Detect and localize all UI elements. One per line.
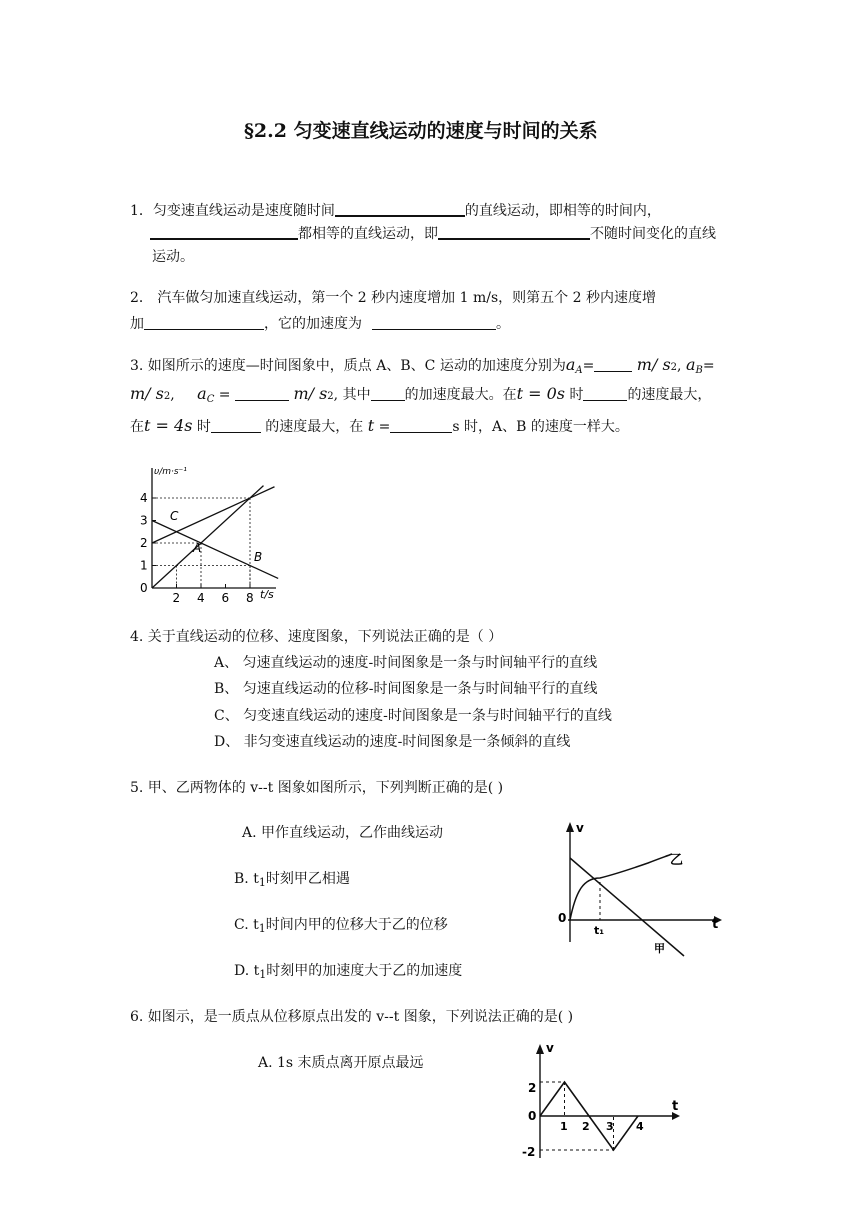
q3-comma: , xyxy=(170,387,175,403)
series-label-jia: 甲 xyxy=(654,942,665,955)
q3-aC-symbol: a xyxy=(197,384,207,403)
series-line-a xyxy=(152,486,263,588)
q4-option-b[interactable]: B、 匀速直线运动的位移-时间图象是一条与时间轴平行的直线 xyxy=(214,681,598,697)
q1-blank-1[interactable] xyxy=(335,201,465,217)
q3-unit-exp: 2 xyxy=(670,362,678,373)
q5-option-b-text: B. t xyxy=(234,871,259,887)
q1-text: 1．匀变速直线运动是速度随时间 xyxy=(130,203,335,219)
q3-unit-exp: 2 xyxy=(327,391,334,402)
q4-option-d[interactable]: D、 非匀变速直线运动的速度-时间图象是一条倾斜的直线 xyxy=(214,734,571,750)
q5-option-d-text: 时刻甲的加速度大于乙的加速度 xyxy=(266,963,463,979)
y-tick-2: 2 xyxy=(528,1081,537,1095)
y-axis-label: v xyxy=(576,821,584,835)
y-tick-label: 4 xyxy=(140,491,148,505)
y-tick-label: 3 xyxy=(140,513,148,528)
q3-unit: / s xyxy=(651,355,671,374)
q2-text: ，它的加速度为 xyxy=(264,316,362,332)
q3-text: 时 xyxy=(196,419,211,435)
chart1-axes xyxy=(152,468,276,588)
q6-stem: 6. 如图示，是一质点从位移原点出发的 v--t 图象，下列说法正确的是( ) xyxy=(130,1009,574,1025)
q3-line1 xyxy=(130,355,715,376)
q2-text: 加 xyxy=(130,316,144,332)
q3-blank-v0[interactable] xyxy=(583,386,627,401)
q3-unit: / s xyxy=(308,384,328,403)
q5-option-c-text: C. t xyxy=(234,917,259,933)
q1-text: 的直线运动，即相等的时间内， xyxy=(464,203,661,219)
q3-unit-exp: 2 xyxy=(163,391,171,402)
q5-option-b-text: 时刻甲乙相遇 xyxy=(265,871,350,887)
q5-stem: 5. 甲、乙两物体的 v--t 图象如图所示，下列判断正确的是( ) xyxy=(130,780,504,796)
q3-text: 在 xyxy=(130,419,144,435)
q3-unit: m xyxy=(130,384,146,403)
series-label-yi: 乙 xyxy=(670,853,684,868)
chart-vt-abc xyxy=(136,460,286,608)
q5-option-c-sub: 1 xyxy=(258,922,266,935)
q3-unit: m xyxy=(293,384,309,403)
q1-line1 xyxy=(130,200,661,220)
q3-text: 的速度最大，在 xyxy=(260,419,364,435)
q3-t0: t = 0s xyxy=(516,384,565,403)
q3-aA-symbol: a xyxy=(565,355,576,374)
q3-blank-aC[interactable] xyxy=(235,386,289,401)
chart-vt-jia-yi xyxy=(554,816,726,958)
x-tick-4: 4 xyxy=(636,1120,644,1133)
q3-t: t xyxy=(367,416,375,435)
q3-eq: = xyxy=(378,419,391,435)
chart-vt-triangle xyxy=(516,1040,688,1168)
y-tick-0: 0 xyxy=(528,1109,537,1123)
q6-option-a[interactable]: A. 1s 末质点离开原点最远 xyxy=(258,1055,424,1071)
q2-text: 。 xyxy=(496,316,510,332)
q3-blank-t[interactable] xyxy=(390,418,452,433)
q3-blank-v4[interactable] xyxy=(211,418,261,433)
y-tick-label: 1 xyxy=(140,558,148,573)
q3-eq: = xyxy=(582,358,595,374)
q3-text: s 时，A、B 的速度一样大。 xyxy=(452,419,629,435)
q1-text: 都相等的直线运动，即 xyxy=(298,226,438,242)
x-tick-1: 1 xyxy=(560,1120,568,1133)
q4-stem: 4. 关于直线运动的位移、速度图象，下列说法正确的是（ ） xyxy=(130,629,503,645)
q3-text: 的加速度最大。在 xyxy=(404,387,517,403)
y-axis-arrow-icon xyxy=(566,822,574,832)
y-tick-neg2: -2 xyxy=(522,1145,536,1159)
x-tick-3: 3 xyxy=(606,1120,614,1133)
x-axis-label: t/s xyxy=(260,588,274,601)
q4-option-c[interactable]: C、 匀变速直线运动的速度-时间图象是一条与时间轴平行的直线 xyxy=(214,708,612,724)
q3-unit: / s xyxy=(145,384,164,403)
x-tick-label: 2 xyxy=(172,591,181,605)
q1-line2 xyxy=(150,223,716,243)
q2-line2 xyxy=(130,313,510,333)
x-axis-label: t xyxy=(712,917,719,932)
q3-text: , 其中 xyxy=(333,387,371,403)
q3-text: 3. 如图所示的速度—时间图象中，质点 A、B、C 运动的加速度分别为 xyxy=(130,358,566,374)
series-label-c: C xyxy=(170,509,179,523)
q5-option-d-text: D. t xyxy=(234,963,260,979)
q3-aA-sub: A xyxy=(575,365,583,376)
q3-t4: t = 4s xyxy=(144,416,193,435)
page-title: §2.2 匀变速直线运动的速度与时间的关系 xyxy=(244,120,598,142)
x-tick-label: 4 xyxy=(197,591,205,605)
q3-text: 的速度最大， xyxy=(627,387,712,403)
q3-aB-symbol: a xyxy=(685,355,696,374)
q3-aC-sub: C xyxy=(206,394,215,405)
q3-line2 xyxy=(130,384,711,405)
q1-blank-3[interactable] xyxy=(438,224,590,240)
y-tick-label: 2 xyxy=(140,536,148,550)
y-axis-arrow-icon xyxy=(536,1044,544,1054)
y-axis-label: υ/m·s⁻¹ xyxy=(154,467,187,477)
y-tick-label: 0 xyxy=(140,581,148,595)
origin-label: 0 xyxy=(558,911,567,925)
q5-option-b[interactable] xyxy=(234,868,350,889)
x-tick-label: 8 xyxy=(246,591,254,605)
q5-option-b-sub: 1 xyxy=(258,876,266,889)
series-yi-curve xyxy=(570,854,672,920)
series-label-b: B xyxy=(254,550,263,564)
x-tick-label: 6 xyxy=(221,591,230,605)
q2-blank-2[interactable] xyxy=(372,315,496,330)
q4-option-a[interactable]: A、 匀速直线运动的速度-时间图象是一条与时间轴平行的直线 xyxy=(214,655,598,671)
q1-blank-2[interactable] xyxy=(150,224,298,240)
series-label-a: A xyxy=(193,541,202,555)
q1-text: 不随时间变化的直线 xyxy=(590,226,716,242)
q3-blank-aA[interactable] xyxy=(594,357,632,372)
q1-line3: 运动。 xyxy=(152,249,194,265)
q5-option-c-text: 时间内甲的位移大于乙的位移 xyxy=(265,917,448,933)
series-jia-line xyxy=(570,858,684,956)
x-tick-2: 2 xyxy=(582,1120,590,1133)
q5-option-d-sub: 1 xyxy=(259,968,267,981)
q3-text: 时 xyxy=(569,387,584,403)
q3-eq: = xyxy=(702,358,715,374)
q2-blank-1[interactable] xyxy=(144,315,264,330)
q2-line1: 2． 汽车做匀加速直线运动，第一个 2 秒内速度增加 1 m/s，则第五个 2 秒内速度增 xyxy=(130,290,656,306)
q3-unit: m xyxy=(636,355,652,374)
y-axis-label: v xyxy=(546,1041,554,1055)
q5-option-a[interactable]: A. 甲作直线运动，乙作曲线运动 xyxy=(242,825,444,841)
q3-comma: , xyxy=(677,358,682,374)
q3-line3 xyxy=(130,416,629,436)
q3-eq: = xyxy=(218,387,231,403)
q5-option-d[interactable] xyxy=(234,960,462,981)
x-axis-label: t xyxy=(672,1099,679,1114)
q5-option-c[interactable] xyxy=(234,914,448,935)
q3-blank-max[interactable] xyxy=(371,386,405,401)
chart1-series xyxy=(152,486,278,588)
t1-label: t₁ xyxy=(594,924,605,937)
q3-aB-sub: B xyxy=(695,365,703,376)
